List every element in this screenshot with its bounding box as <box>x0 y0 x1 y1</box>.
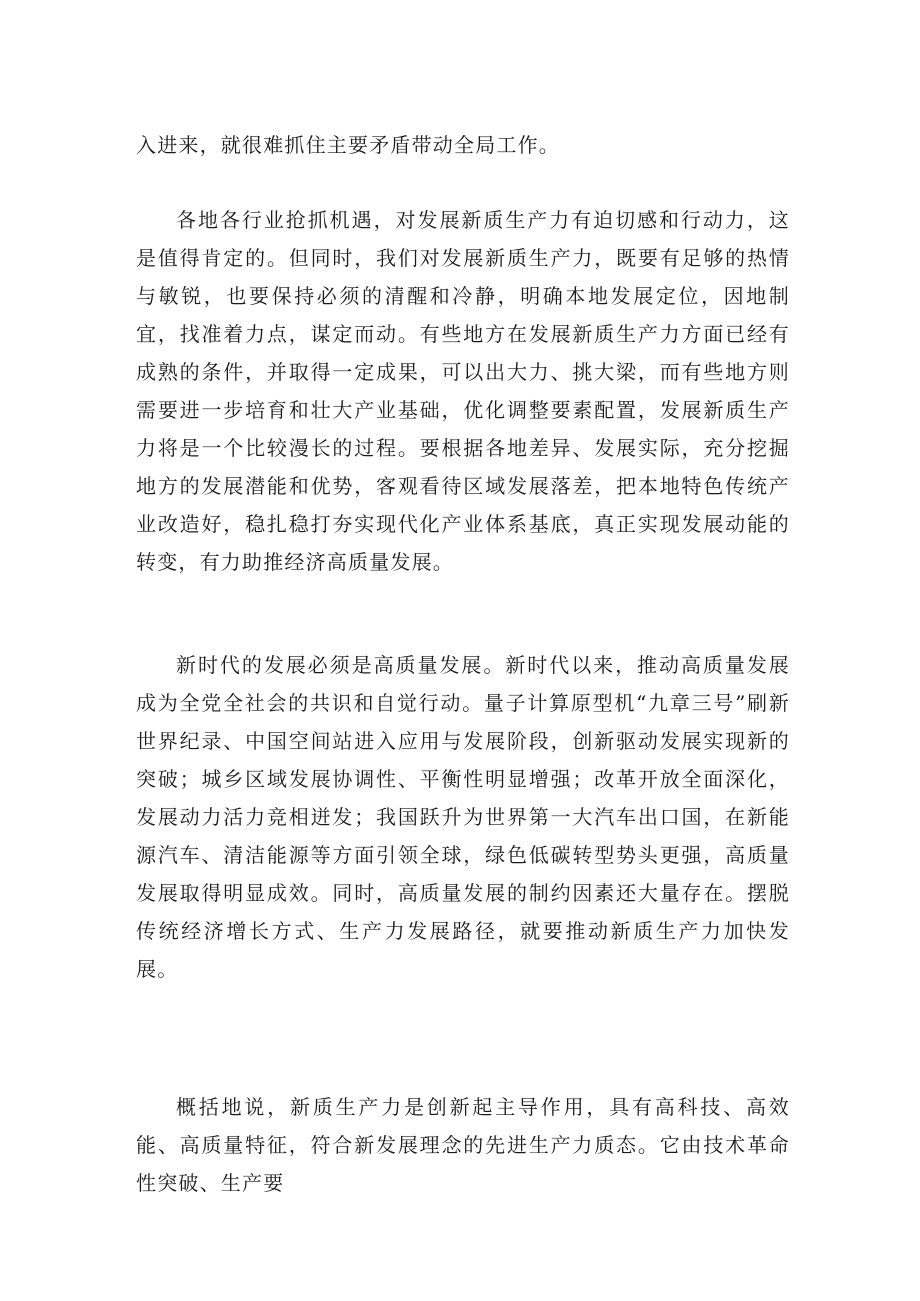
paragraph-local-development: 各地各行业抢抓机遇，对发展新质生产力有迫切感和行动力，这是值得肯定的。但同时，我们对发展新质生产力，既要有足够的热情与敏锐，也要保持必须的清醒和冷静，明确本地发展定位，因地制宜，找准着力点，谋定而动。有些地方在发展新质生产力方面已经有成熟的条件，并取得一定成果，可以出大力、挑大梁，而有些地方则需要进一步培育和壮大产业基础，优化调整要素配置，发展新质生产力将是一个比较漫长的过程。要根据各地差异、发展实际，充分挖掘地方的发展潜能和优势，客观看待区域发展落差，把本地特色传统产业改造好，稳扎稳打夯实现代化产业体系基底，真正实现发展动能的转变，有力助推经济高质量发展。 <box>136 208 790 574</box>
paragraph-continued: 入进来，就很难抓住主要矛盾带动全局工作。 <box>136 133 560 157</box>
paragraph-new-productive-forces-definition: 概括地说，新质生产力是创新起主导作用，具有高科技、高效能、高质量特征，符合新发展理念的先进生产力质态。它由技术革命性突破、生产要 <box>136 1095 790 1195</box>
paragraph-high-quality-development: 新时代的发展必须是高质量发展。新时代以来，推动高质量发展成为全党全社会的共识和自觉行动。量子计算原型机“九章三号”刷新世界纪录、中国空间站进入应用与发展阶段，创新驱动发展实现新的突破；城乡区域发展协调性、平衡性明显增强；改革开放全面深化，发展动力活力竞相迸发；我国跃升为世界第一大汽车出口国，在新能源汽车、清洁能源等方面引领全球，绿色低碳转型势头更强，高质量发展取得明显成效。同时，高质量发展的制约因素还大量存在。摆脱传统经济增长方式、生产力发展路径，就要推动新质生产力加快发展。 <box>136 653 790 981</box>
